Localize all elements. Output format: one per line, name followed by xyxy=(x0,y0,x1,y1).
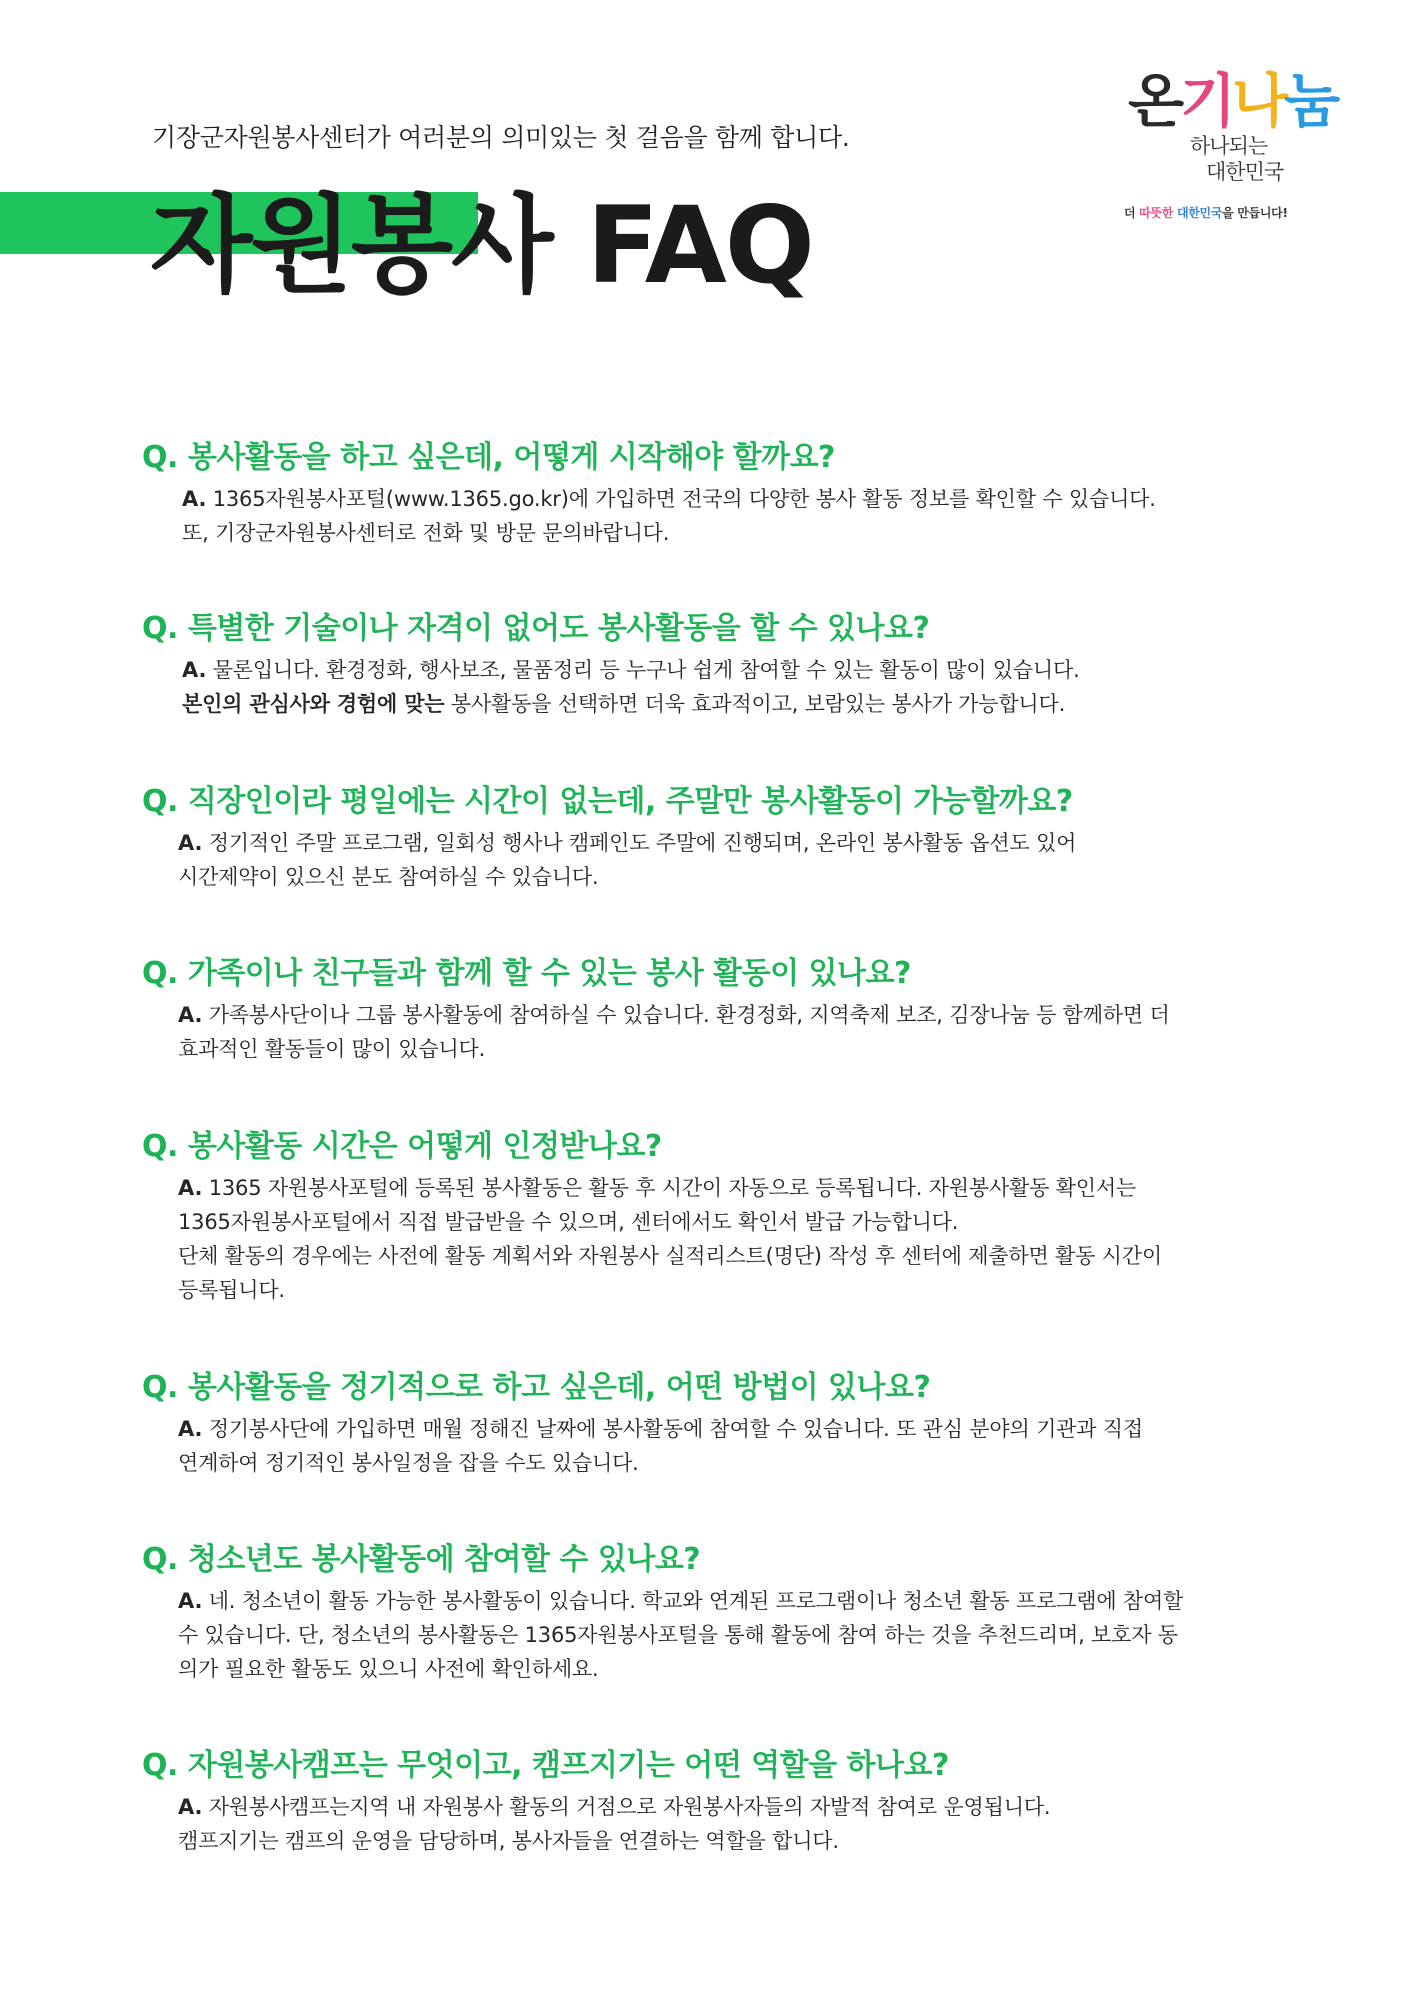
answer-line xyxy=(182,687,1292,721)
answer-prefix: A. xyxy=(178,1417,203,1441)
answer-text: 1365 자원봉사포털에 등록된 봉사활동은 활동 후 시간이 자동으로 등록됩니다. 자원봉사활동 확인서는 xyxy=(202,1176,1137,1200)
faq-answer xyxy=(178,1412,1288,1480)
answer-line: 시간제약이 있으신 분도 참여하실 수 있습니다. xyxy=(178,865,599,889)
answer-line xyxy=(178,1412,1288,1446)
answer-line: 의가 필요한 활동도 있으니 사전에 확인하세요. xyxy=(178,1657,599,1681)
answer-text: 정기봉사단에 가입하면 매월 정해진 날짜에 봉사활동에 참여할 수 있습니다. 또 관심 분야의 기관과 직접 xyxy=(202,1417,1143,1441)
answer-line xyxy=(178,1584,1288,1618)
faq-question: Q. 청소년도 봉사활동에 참여할 수 있나요? xyxy=(142,1542,701,1577)
logo-char-4: 눔 xyxy=(1284,67,1337,135)
faq-answer xyxy=(182,482,1292,550)
answer-prefix: A. xyxy=(178,1176,203,1200)
answer-prefix: A. xyxy=(178,1795,203,1819)
answer-line: 또, 기장군자원봉사센터로 전화 및 방문 문의바랍니다. xyxy=(182,521,670,545)
answer-line xyxy=(178,1790,1288,1824)
logo-wordmark xyxy=(1128,67,1337,135)
answer-line: 단체 활동의 경우에는 사전에 활동 계획서와 자원봉사 실적리스트(명단) 작성 후 센터에 제출하면 활동 시간이 xyxy=(178,1244,1162,1268)
answer-line: 수 있습니다. 단, 청소년의 봉사활동은 1365자원봉사포털을 통해 활동에 참여 하는 것을 추천드리며, 보호자 동 xyxy=(178,1623,1178,1647)
logo-sub-line-2: 대한민국 xyxy=(1206,160,1284,184)
answer-text: 1365자원봉사포털(www.1365.go.kr)에 가입하면 전국의 다양한 봉사 활동 정보를 확인할 수 있습니다. xyxy=(206,487,1156,511)
faq-question: Q. 봉사활동을 정기적으로 하고 싶은데, 어떤 방법이 있나요? xyxy=(142,1370,931,1405)
faq-answer xyxy=(178,998,1288,1066)
answer-line xyxy=(182,482,1292,516)
answer-text: 네. 청소년이 활동 가능한 봉사활동이 있습니다. 학교와 연계된 프로그램이나 청소년 활동 프로그램에 참여할 xyxy=(202,1589,1184,1613)
faq-question: Q. 가족이나 친구들과 함께 할 수 있는 봉사 활동이 있나요? xyxy=(142,956,911,991)
page-title: 자원봉사 FAQ xyxy=(150,184,813,307)
faq-question: Q. 봉사활동 시간은 어떻게 인정받나요? xyxy=(142,1129,662,1164)
answer-line xyxy=(178,998,1288,1032)
answer-line: 1365자원봉사포털에서 직접 발급받을 수 있으며, 센터에서도 확인서 발급 가능합니다. xyxy=(178,1210,959,1234)
answer-text: 가족봉사단이나 그룹 봉사활동에 참여하실 수 있습니다. 환경정화, 지역축제 보조, 김장나눔 등 함께하면 더 xyxy=(202,1003,1170,1027)
answer-text: 봉사활동을 선택하면 더욱 효과적이고, 보람있는 봉사가 가능합니다. xyxy=(444,692,1066,716)
logo-char-2: 기 xyxy=(1180,67,1233,135)
answer-prefix: A. xyxy=(178,831,203,855)
logo-char-1: 온 xyxy=(1128,67,1181,135)
answer-line: 효과적인 활동들이 많이 있습니다. xyxy=(178,1037,486,1061)
answer-text: 정기적인 주말 프로그램, 일회성 행사나 캠페인도 주말에 진행되며, 온라인 봉사활동 옵션도 있어 xyxy=(202,831,1077,855)
answer-prefix: A. xyxy=(182,487,207,511)
logo-sub-line-1: 하나되는 xyxy=(1190,134,1268,158)
faq-question: Q. 특별한 기술이나 자격이 없어도 봉사활동을 할 수 있나요? xyxy=(142,611,930,646)
faq-question: Q. 봉사활동을 하고 싶은데, 어떻게 시작해야 할까요? xyxy=(142,440,835,475)
answer-line xyxy=(182,653,1292,687)
answer-text: 자원봉사캠프는지역 내 자원봉사 활동의 거점으로 자원봉사자들의 자발적 참여로 운영됩니다. xyxy=(202,1795,1051,1819)
slogan-part-5: 을 만듭니다! xyxy=(1222,206,1288,220)
answer-line xyxy=(178,826,1288,860)
faq-answer xyxy=(182,653,1292,721)
campaign-logo xyxy=(1124,67,1337,222)
answer-prefix: A. xyxy=(182,658,207,682)
answer-prefix: A. xyxy=(178,1003,203,1027)
slogan-part-1: 더 xyxy=(1124,206,1140,220)
faq-question: Q. 자원봉사캠프는 무엇이고, 캠프지기는 어떤 역할을 하나요? xyxy=(142,1748,949,1783)
answer-line: 등록됩니다. xyxy=(178,1278,285,1302)
faq-answer xyxy=(178,1584,1288,1686)
answer-line: 연계하여 정기적인 봉사일정을 잡을 수도 있습니다. xyxy=(178,1451,639,1475)
faq-answer xyxy=(178,826,1288,894)
faq-answer xyxy=(178,1790,1288,1858)
header-subtitle: 기장군자원봉사센터가 여러분의 의미있는 첫 걸음을 함께 합니다. xyxy=(152,123,850,152)
answer-prefix: A. xyxy=(178,1589,203,1613)
slogan-part-4: 대한민국 xyxy=(1176,206,1223,220)
logo-char-3: 나 xyxy=(1232,67,1285,135)
slogan-part-2: 따뜻한 xyxy=(1139,206,1174,220)
answer-line: 캠프지기는 캠프의 운영을 담당하며, 봉사자들을 연결하는 역할을 합니다. xyxy=(178,1829,839,1853)
answer-line xyxy=(178,1171,1288,1205)
faq-question: Q. 직장인이라 평일에는 시간이 없는데, 주말만 봉사활동이 가능할까요? xyxy=(142,784,1073,819)
answer-emphasis: 본인의 관심사와 경험에 맞는 xyxy=(182,692,445,716)
logo-slogan xyxy=(1124,204,1288,221)
faq-answer xyxy=(178,1171,1288,1307)
answer-text: 물론입니다. 환경정화, 행사보조, 물품정리 등 누구나 쉽게 참여할 수 있는 활동이 많이 있습니다. xyxy=(206,658,1080,682)
